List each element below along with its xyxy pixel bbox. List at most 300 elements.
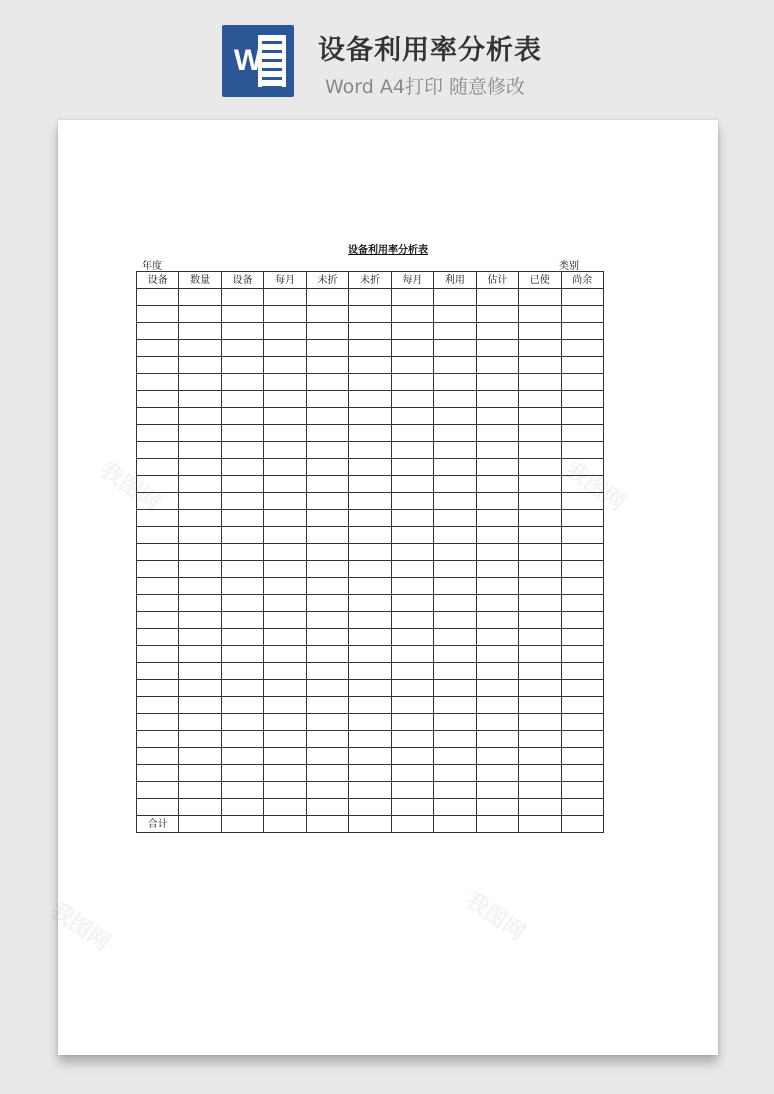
table-cell[interactable] — [434, 476, 476, 493]
table-cell[interactable] — [179, 561, 221, 578]
table-cell[interactable] — [137, 408, 179, 425]
table-cell[interactable] — [179, 357, 221, 374]
table-cell[interactable] — [264, 442, 306, 459]
table-cell[interactable] — [306, 357, 348, 374]
table-cell[interactable] — [476, 816, 518, 833]
table-cell[interactable] — [519, 374, 561, 391]
table-cell[interactable] — [434, 765, 476, 782]
table-cell[interactable] — [561, 799, 603, 816]
table-cell[interactable] — [137, 578, 179, 595]
table-cell[interactable] — [349, 476, 391, 493]
table-cell[interactable] — [434, 374, 476, 391]
table-cell[interactable] — [306, 731, 348, 748]
table-cell[interactable] — [349, 799, 391, 816]
table-cell[interactable] — [519, 680, 561, 697]
table-cell[interactable] — [306, 714, 348, 731]
table-cell[interactable] — [264, 595, 306, 612]
table-cell[interactable] — [306, 493, 348, 510]
table-cell[interactable] — [264, 289, 306, 306]
table-cell[interactable] — [306, 408, 348, 425]
table-cell[interactable] — [221, 323, 263, 340]
table-cell[interactable] — [179, 391, 221, 408]
table-cell[interactable] — [349, 612, 391, 629]
table-cell[interactable] — [391, 697, 433, 714]
table-cell[interactable] — [519, 697, 561, 714]
table-cell[interactable] — [349, 731, 391, 748]
table-cell[interactable] — [221, 442, 263, 459]
table-cell[interactable] — [519, 816, 561, 833]
table-cell[interactable] — [264, 493, 306, 510]
table-cell[interactable] — [179, 612, 221, 629]
table-cell[interactable] — [476, 799, 518, 816]
table-cell[interactable] — [306, 476, 348, 493]
table-cell[interactable] — [349, 357, 391, 374]
table-cell[interactable] — [561, 425, 603, 442]
table-cell[interactable] — [221, 544, 263, 561]
table-cell[interactable] — [476, 663, 518, 680]
table-cell[interactable] — [137, 374, 179, 391]
table-cell[interactable] — [264, 510, 306, 527]
table-cell[interactable] — [561, 629, 603, 646]
table-cell[interactable] — [264, 629, 306, 646]
table-cell[interactable] — [137, 663, 179, 680]
table-cell[interactable] — [137, 680, 179, 697]
table-cell[interactable] — [221, 799, 263, 816]
table-cell[interactable] — [264, 799, 306, 816]
table-cell[interactable] — [179, 340, 221, 357]
table-cell[interactable] — [519, 493, 561, 510]
table-cell[interactable] — [519, 748, 561, 765]
table-cell[interactable] — [349, 578, 391, 595]
table-cell[interactable] — [306, 629, 348, 646]
table-cell[interactable] — [519, 306, 561, 323]
table-cell[interactable] — [391, 714, 433, 731]
table-cell[interactable] — [137, 731, 179, 748]
table-cell[interactable] — [391, 561, 433, 578]
table-cell[interactable] — [434, 425, 476, 442]
table-cell[interactable] — [221, 425, 263, 442]
table-cell[interactable] — [179, 544, 221, 561]
table-cell[interactable] — [349, 289, 391, 306]
table-cell[interactable] — [137, 714, 179, 731]
table-cell[interactable] — [391, 612, 433, 629]
table-cell[interactable] — [306, 612, 348, 629]
table-cell[interactable] — [434, 323, 476, 340]
table-cell[interactable] — [179, 459, 221, 476]
table-cell[interactable] — [434, 663, 476, 680]
table-cell[interactable] — [306, 510, 348, 527]
table-cell[interactable] — [137, 493, 179, 510]
table-cell[interactable] — [561, 731, 603, 748]
table-cell[interactable] — [137, 323, 179, 340]
table-cell[interactable] — [391, 442, 433, 459]
table-cell[interactable] — [179, 493, 221, 510]
table-cell[interactable] — [519, 544, 561, 561]
table-cell[interactable] — [264, 476, 306, 493]
table-cell[interactable] — [476, 306, 518, 323]
table-cell[interactable] — [221, 765, 263, 782]
table-cell[interactable] — [349, 663, 391, 680]
table-cell[interactable] — [434, 782, 476, 799]
table-cell[interactable] — [264, 697, 306, 714]
table-cell[interactable] — [137, 306, 179, 323]
table-cell[interactable] — [519, 799, 561, 816]
table-cell[interactable] — [391, 680, 433, 697]
table-cell[interactable] — [391, 391, 433, 408]
table-cell[interactable] — [391, 731, 433, 748]
table-cell[interactable] — [179, 306, 221, 323]
table-cell[interactable] — [561, 612, 603, 629]
table-cell[interactable] — [306, 561, 348, 578]
table-cell[interactable] — [221, 476, 263, 493]
table-cell[interactable] — [306, 459, 348, 476]
table-cell[interactable] — [561, 782, 603, 799]
table-cell[interactable] — [306, 748, 348, 765]
table-cell[interactable] — [561, 816, 603, 833]
table-cell[interactable] — [349, 306, 391, 323]
table-cell[interactable] — [137, 799, 179, 816]
table-cell[interactable] — [349, 510, 391, 527]
table-cell[interactable] — [306, 527, 348, 544]
table-cell[interactable] — [306, 765, 348, 782]
table-cell[interactable] — [137, 340, 179, 357]
table-cell[interactable] — [391, 374, 433, 391]
table-cell[interactable] — [519, 714, 561, 731]
table-cell[interactable] — [434, 493, 476, 510]
table-cell[interactable] — [264, 714, 306, 731]
table-cell[interactable] — [179, 799, 221, 816]
table-cell[interactable] — [519, 663, 561, 680]
table-cell[interactable] — [221, 561, 263, 578]
table-cell[interactable] — [476, 782, 518, 799]
table-cell[interactable] — [561, 306, 603, 323]
table-cell[interactable] — [561, 408, 603, 425]
table-cell[interactable] — [561, 714, 603, 731]
table-cell[interactable] — [349, 748, 391, 765]
table-cell[interactable] — [221, 663, 263, 680]
table-cell[interactable] — [264, 816, 306, 833]
table-cell[interactable] — [179, 476, 221, 493]
table-cell[interactable] — [137, 612, 179, 629]
table-cell[interactable] — [179, 714, 221, 731]
table-cell[interactable] — [519, 442, 561, 459]
table-cell[interactable] — [561, 561, 603, 578]
table-cell[interactable] — [349, 391, 391, 408]
table-cell[interactable] — [349, 374, 391, 391]
table-cell[interactable] — [476, 510, 518, 527]
table-cell[interactable] — [476, 391, 518, 408]
table-cell[interactable] — [519, 646, 561, 663]
table-cell[interactable] — [519, 459, 561, 476]
table-cell[interactable] — [561, 663, 603, 680]
table-cell[interactable] — [476, 442, 518, 459]
table-cell[interactable] — [306, 799, 348, 816]
table-cell[interactable] — [391, 629, 433, 646]
table-cell[interactable] — [349, 680, 391, 697]
table-cell[interactable] — [434, 680, 476, 697]
table-cell[interactable] — [434, 561, 476, 578]
table-cell[interactable] — [221, 612, 263, 629]
table-cell[interactable] — [476, 578, 518, 595]
table-cell[interactable] — [179, 748, 221, 765]
table-cell[interactable] — [349, 561, 391, 578]
table-cell[interactable] — [476, 544, 518, 561]
table-cell[interactable] — [349, 493, 391, 510]
table-cell[interactable] — [221, 306, 263, 323]
table-cell[interactable] — [137, 391, 179, 408]
table-cell[interactable] — [476, 629, 518, 646]
table-cell[interactable] — [519, 289, 561, 306]
table-cell[interactable] — [221, 731, 263, 748]
table-cell[interactable] — [306, 782, 348, 799]
table-cell[interactable] — [306, 595, 348, 612]
table-cell[interactable] — [137, 510, 179, 527]
table-cell[interactable] — [561, 459, 603, 476]
table-cell[interactable] — [561, 646, 603, 663]
table-cell[interactable] — [519, 340, 561, 357]
table-cell[interactable] — [221, 357, 263, 374]
table-cell[interactable] — [519, 510, 561, 527]
table-cell[interactable] — [179, 289, 221, 306]
table-cell[interactable] — [221, 816, 263, 833]
table-cell[interactable] — [349, 595, 391, 612]
table-cell[interactable] — [349, 697, 391, 714]
table-cell[interactable] — [221, 510, 263, 527]
table-cell[interactable] — [561, 374, 603, 391]
table-cell[interactable] — [476, 425, 518, 442]
table-cell[interactable] — [519, 612, 561, 629]
table-cell[interactable] — [391, 748, 433, 765]
table-cell[interactable] — [561, 748, 603, 765]
table-cell[interactable] — [391, 476, 433, 493]
table-cell[interactable] — [264, 408, 306, 425]
table-cell[interactable] — [434, 510, 476, 527]
table-cell[interactable] — [137, 289, 179, 306]
table-cell[interactable] — [519, 561, 561, 578]
table-cell[interactable] — [391, 289, 433, 306]
table-cell[interactable] — [476, 731, 518, 748]
table-cell[interactable] — [561, 544, 603, 561]
table-cell[interactable] — [264, 340, 306, 357]
table-cell[interactable] — [476, 612, 518, 629]
table-cell[interactable] — [519, 765, 561, 782]
table-cell[interactable] — [264, 425, 306, 442]
table-cell[interactable] — [349, 646, 391, 663]
table-cell[interactable] — [561, 765, 603, 782]
table-cell[interactable] — [349, 544, 391, 561]
table-cell[interactable] — [391, 578, 433, 595]
table-cell[interactable] — [306, 578, 348, 595]
table-cell[interactable] — [221, 714, 263, 731]
table-cell[interactable] — [264, 323, 306, 340]
table-cell[interactable] — [221, 646, 263, 663]
table-cell[interactable] — [179, 425, 221, 442]
table-cell[interactable] — [476, 357, 518, 374]
table-cell[interactable] — [179, 646, 221, 663]
table-cell[interactable] — [391, 663, 433, 680]
table-cell[interactable] — [434, 595, 476, 612]
table-cell[interactable] — [179, 408, 221, 425]
table-cell[interactable] — [179, 765, 221, 782]
table-cell[interactable] — [434, 289, 476, 306]
table-cell[interactable] — [434, 306, 476, 323]
table-cell[interactable] — [519, 782, 561, 799]
table-cell[interactable] — [264, 391, 306, 408]
table-cell[interactable] — [476, 697, 518, 714]
table-cell[interactable] — [434, 408, 476, 425]
table-cell[interactable] — [264, 748, 306, 765]
table-cell[interactable] — [349, 323, 391, 340]
table-cell[interactable] — [391, 459, 433, 476]
table-cell[interactable] — [434, 612, 476, 629]
table-cell[interactable] — [391, 782, 433, 799]
table-cell[interactable] — [476, 289, 518, 306]
table-cell[interactable] — [349, 816, 391, 833]
table-cell[interactable] — [264, 306, 306, 323]
table-cell[interactable] — [221, 493, 263, 510]
table-cell[interactable] — [434, 714, 476, 731]
table-cell[interactable] — [476, 680, 518, 697]
table-cell[interactable] — [434, 646, 476, 663]
table-cell[interactable] — [391, 595, 433, 612]
table-cell[interactable] — [391, 493, 433, 510]
table-cell[interactable] — [306, 442, 348, 459]
table-cell[interactable] — [476, 595, 518, 612]
table-cell[interactable] — [264, 680, 306, 697]
table-cell[interactable] — [137, 544, 179, 561]
table-cell[interactable] — [264, 612, 306, 629]
table-cell[interactable] — [476, 323, 518, 340]
table-cell[interactable] — [179, 323, 221, 340]
table-cell[interactable] — [264, 561, 306, 578]
table-cell[interactable] — [306, 306, 348, 323]
table-cell[interactable] — [306, 425, 348, 442]
table-cell[interactable] — [349, 442, 391, 459]
table-cell[interactable] — [137, 425, 179, 442]
table-cell[interactable] — [349, 408, 391, 425]
table-cell[interactable] — [434, 357, 476, 374]
table-cell[interactable] — [391, 765, 433, 782]
table-cell[interactable] — [476, 459, 518, 476]
table-cell[interactable] — [264, 544, 306, 561]
table-cell[interactable] — [519, 391, 561, 408]
table-cell[interactable] — [221, 629, 263, 646]
table-cell[interactable] — [391, 408, 433, 425]
table-cell[interactable] — [306, 663, 348, 680]
table-cell[interactable] — [137, 646, 179, 663]
table-cell[interactable] — [349, 714, 391, 731]
table-cell[interactable] — [519, 578, 561, 595]
table-cell[interactable] — [391, 323, 433, 340]
table-cell[interactable] — [561, 391, 603, 408]
table-cell[interactable] — [519, 425, 561, 442]
table-cell[interactable] — [179, 680, 221, 697]
table-cell[interactable] — [561, 578, 603, 595]
table-cell[interactable] — [137, 459, 179, 476]
table-cell[interactable] — [221, 527, 263, 544]
table-cell[interactable] — [137, 357, 179, 374]
table-cell[interactable] — [264, 374, 306, 391]
table-cell[interactable] — [137, 527, 179, 544]
table-cell[interactable] — [391, 816, 433, 833]
table-cell[interactable] — [561, 493, 603, 510]
table-cell[interactable] — [391, 527, 433, 544]
table-cell[interactable] — [264, 731, 306, 748]
table-cell[interactable] — [519, 731, 561, 748]
table-cell[interactable] — [179, 374, 221, 391]
table-cell[interactable] — [476, 748, 518, 765]
table-cell[interactable] — [221, 459, 263, 476]
table-cell[interactable] — [561, 340, 603, 357]
table-cell[interactable] — [306, 374, 348, 391]
table-cell[interactable] — [221, 680, 263, 697]
table-cell[interactable] — [561, 323, 603, 340]
table-cell[interactable] — [349, 340, 391, 357]
table-cell[interactable] — [264, 663, 306, 680]
table-cell[interactable] — [306, 289, 348, 306]
table-cell[interactable] — [476, 646, 518, 663]
table-cell[interactable] — [476, 714, 518, 731]
table-cell[interactable] — [349, 629, 391, 646]
table-cell[interactable] — [391, 306, 433, 323]
table-cell[interactable] — [561, 510, 603, 527]
table-cell[interactable] — [476, 765, 518, 782]
table-cell[interactable] — [264, 646, 306, 663]
table-cell[interactable] — [264, 765, 306, 782]
table-cell[interactable] — [391, 510, 433, 527]
table-cell[interactable] — [434, 391, 476, 408]
table-cell[interactable] — [391, 799, 433, 816]
table-cell[interactable] — [306, 391, 348, 408]
table-cell[interactable] — [391, 544, 433, 561]
table-cell[interactable] — [519, 408, 561, 425]
table-cell[interactable] — [137, 595, 179, 612]
table-cell[interactable] — [221, 289, 263, 306]
table-cell[interactable] — [561, 476, 603, 493]
table-cell[interactable] — [434, 629, 476, 646]
table-cell[interactable] — [519, 595, 561, 612]
table-cell[interactable] — [221, 578, 263, 595]
table-cell[interactable] — [306, 323, 348, 340]
table-cell[interactable] — [561, 595, 603, 612]
table-cell[interactable] — [434, 697, 476, 714]
table-cell[interactable] — [561, 357, 603, 374]
table-cell[interactable] — [434, 544, 476, 561]
table-cell[interactable] — [349, 765, 391, 782]
table-cell[interactable] — [434, 799, 476, 816]
table-cell[interactable] — [221, 408, 263, 425]
table-cell[interactable] — [476, 527, 518, 544]
table-cell[interactable] — [221, 782, 263, 799]
table-cell[interactable] — [306, 544, 348, 561]
table-cell[interactable] — [476, 340, 518, 357]
table-cell[interactable] — [306, 697, 348, 714]
table-cell[interactable] — [179, 527, 221, 544]
table-cell[interactable] — [221, 374, 263, 391]
table-cell[interactable] — [221, 697, 263, 714]
table-cell[interactable] — [264, 357, 306, 374]
table-cell[interactable] — [391, 425, 433, 442]
table-cell[interactable] — [137, 697, 179, 714]
table-cell[interactable] — [519, 476, 561, 493]
table-cell[interactable] — [391, 340, 433, 357]
table-cell[interactable] — [476, 408, 518, 425]
table-cell[interactable] — [137, 629, 179, 646]
table-cell[interactable] — [179, 442, 221, 459]
table-cell[interactable] — [306, 816, 348, 833]
table-cell[interactable] — [179, 663, 221, 680]
table-cell[interactable] — [137, 782, 179, 799]
